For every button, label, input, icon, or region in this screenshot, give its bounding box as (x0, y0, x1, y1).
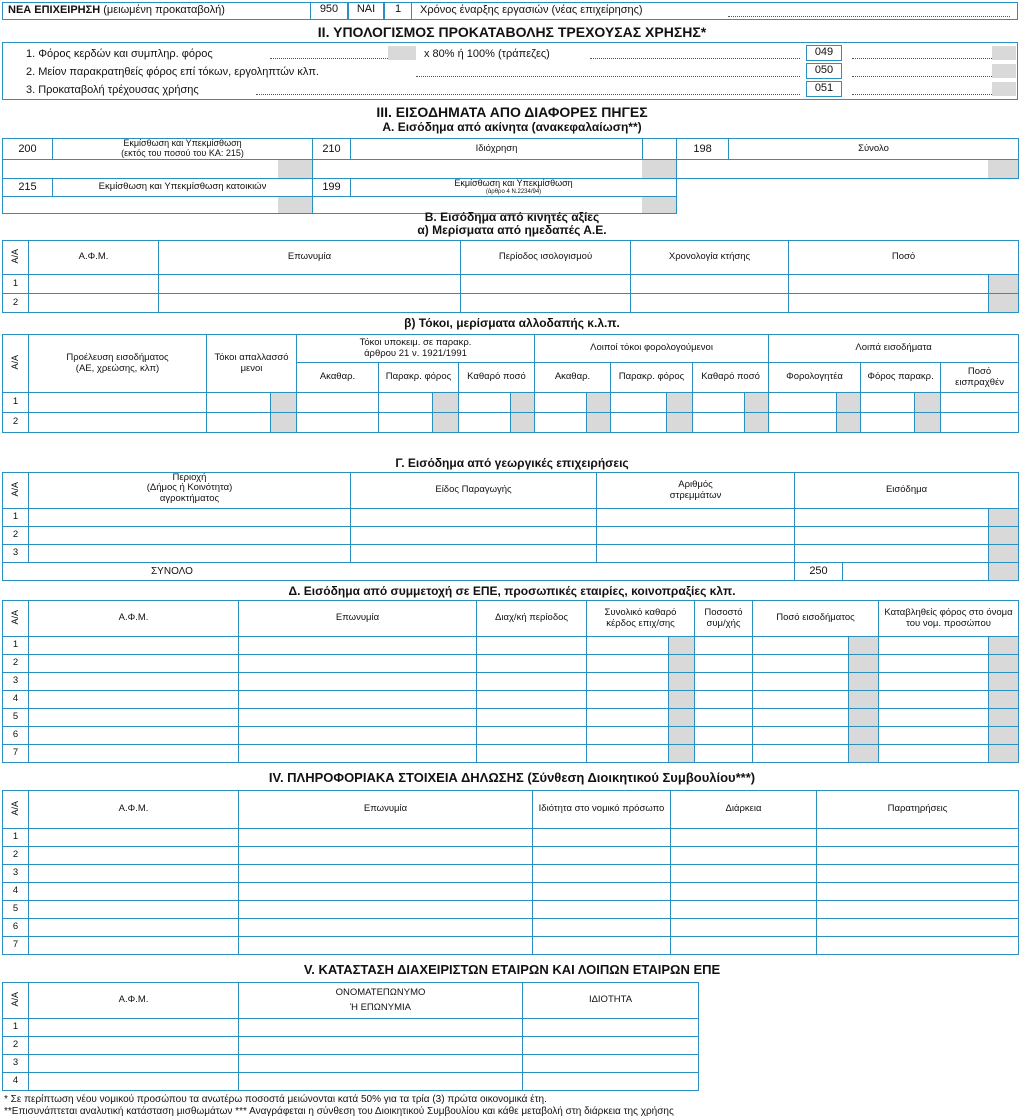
table-row: 2 (3, 527, 1019, 545)
other-taxed-header: Λοιποί τόκοι φορολογούμενοι (535, 335, 769, 363)
pct-header: Ποσοστό συμ/χής (695, 601, 753, 637)
code-049: 049 (806, 45, 842, 61)
rent-2234-label: Εκμίσθωση και Υπεκμίσθωση (άρθρο 4 Ν.2234/94) (351, 178, 677, 196)
section-3b-sub: α) Μερίσματα από ημεδαπές Α.Ε. (417, 223, 607, 237)
code-200: 200 (3, 139, 53, 160)
afm-header: Α.Φ.Μ. (29, 791, 239, 829)
foreign-interest-table: Α/Α Προέλευση εισοδήματος (ΑΕ, χρεώσης, κλπ) Τόκοι απαλλασσό μενοι Τόκοι υποκειμ. σε παρακρ. άρθρου 21 ν. 1921/1991 Λοιποί τόκοι φορολογούμενοι Λοιπά εισοδήματα Ακαθαρ. Παρακρ. φόρος Καθαρό ποσό Ακαθαρ. Παρακρ. φόρος Καθαρό ποσό Φορολογητέα Φόρος παρακρ. Ποσό εισπραχθέν 1 2 (2, 334, 1019, 433)
table-row: 5 (3, 901, 1019, 919)
section-3bb-title: β) Τόκοι, μερίσματα αλλοδαπής κ.λ.π. (404, 316, 620, 330)
row1-amount-field[interactable] (852, 50, 992, 59)
afm-header: Α.Φ.Μ. (29, 241, 159, 275)
table-row: 5 (3, 709, 1019, 727)
table-row: 1 (3, 275, 1019, 294)
row2-label: 2. Μείον παρακρατηθείς φόρος επί τόκων, εργοληπτών κλπ. (26, 66, 319, 78)
row1-dots (590, 50, 800, 59)
area-header: Περιοχή (Δήμος ή Κοινότητα) αγροκτήματος (29, 473, 351, 509)
total-row (3, 563, 1019, 581)
yes-checkbox[interactable]: 1 (384, 2, 412, 20)
table-row: 7 (3, 937, 1019, 955)
row3-amount-grey (992, 82, 1016, 96)
agricultural-table: Α/Α Περιοχή (Δήμος ή Κοινότητα) αγροκτήματος Είδος Παραγωγής Αριθμός στρεμμάτων Εισόδημα 1 2 3 ΣΥΝΟΛΟ 250 (2, 472, 1019, 581)
table-row: 3 (3, 673, 1019, 691)
section-2-title: ΙΙ. ΥΠΟΛΟΓΙΣΜΟΣ ΠΡΟΚΑΤΑΒΟΛΗΣ ΤΡΕΧΟΥΣΑΣ ΧΡΗΣΗΣ* (317, 24, 707, 40)
row1-grey-cell (388, 46, 416, 60)
footnote-1: * Σε περίπτωση νέου νομικού προσώπου τα ανωτέρω ποσοστά μειώνονται κατά 50% για τα τρία (3) πρώτα οικονομικά έτη. (4, 1094, 547, 1105)
section-3d-title: Δ. Εισόδημα από συμμετοχή σε ΕΠΕ, προσωπικές εταιρίες, κοινοπραξίες κλπ. (288, 584, 736, 598)
table-row: 2 (3, 294, 1019, 313)
table-row: 1 (3, 393, 1019, 413)
table-row: 2 (3, 847, 1019, 865)
income-header: Εισόδημα (795, 473, 1019, 509)
table-row: 1 (3, 509, 1019, 527)
row1-amount-grey (992, 46, 1016, 60)
section-3b-title: Β. Εισόδημα από κινητές αξίες (424, 210, 600, 224)
capacity-header: ΙΔΙΟΤΗΤΑ (523, 983, 699, 1019)
table-row: 3 (3, 1055, 699, 1073)
code-051: 051 (806, 81, 842, 97)
total-label: ΣΥΝΟΛΟ (3, 563, 795, 581)
table-row: 4 (3, 1073, 699, 1091)
acres-header: Αριθμός στρεμμάτων (597, 473, 795, 509)
period-header: Περίοδος ισολογισμού (461, 241, 631, 275)
section-5-title: V. ΚΑΤΑΣΤΑΣΗ ΔΙΑΧΕΙΡΙΣΤΩΝ ΕΤΑΙΡΩΝ ΚΑΙ ΛΟΙΠΩΝ ΕΤΑΙΡΩΝ ΕΠΕ (303, 962, 721, 977)
residential-rent-label: Εκμίσθωση και Υπεκμίσθωση κατοικιών (53, 178, 313, 196)
code-050: 050 (806, 63, 842, 79)
code-950: 950 (310, 2, 348, 20)
dividends-table (2, 240, 1019, 313)
row2-amount-field[interactable] (852, 68, 992, 77)
row3-label: 3. Προκαταβολή τρέχουσας χρήσης (26, 84, 199, 96)
period-header: Διαχ/κή περίοδος (477, 601, 587, 637)
income-header: Ποσό εισοδήματος (753, 601, 879, 637)
row1-label: 1. Φόρος κερδών και συμπληρ. φόρος (26, 48, 213, 60)
table-row: 1 (3, 637, 1019, 655)
origin-header: Προέλευση εισοδήματος (ΑΕ, χρεώσης, κλπ) (29, 335, 207, 393)
table-row: 2 (3, 655, 1019, 673)
section-4-title: IV. ΠΛΗΡΟΦΟΡΙΑΚΑ ΣΤΟΙΧΕΙΑ ΔΗΛΩΣΗΣ (Σύνθεση Διοικητικού Συμβουλίου***) (268, 770, 756, 785)
amount-header: Ποσό (789, 241, 1019, 275)
total-value[interactable] (677, 159, 1019, 178)
own-use-value[interactable] (313, 159, 677, 178)
yes-label: ΝΑΙ (348, 2, 384, 20)
remarks-header: Παρατηρήσεις (817, 791, 1019, 829)
partnership-table: Α/Α Α.Φ.Μ. Επωνυμία Διαχ/κή περίοδος Συνολικό καθαρό κέρδος επιχ/σης Ποσοστό συμ/χής Ποσό εισοδήματος Καταβληθείς φόρος στο όνομα του νομ. προσώπου 1 2 3 4 5 6 7 (2, 600, 1019, 763)
row3-dots (256, 86, 800, 95)
total-label: Σύνολο (729, 139, 1019, 160)
row2-dots (416, 68, 800, 77)
section-3-title: ΙΙΙ. ΕΙΣΟΔΗΜΑΤΑ ΑΠΟ ΔΙΑΦΟΡΕΣ ΠΗΓΕΣ (376, 104, 648, 120)
art21-header: Τόκοι υποκειμ. σε παρακρ. άρθρου 21 ν. 1921/1991 (297, 335, 535, 363)
table-row: 4 (3, 883, 1019, 901)
capacity-header: Ιδιότητα στο νομικό πρόσωπο (533, 791, 671, 829)
code-210: 210 (313, 139, 351, 160)
row3-amount-field[interactable] (852, 86, 992, 95)
managers-table: Α/Α Α.Φ.Μ. ΟΝΟΜΑΤΕΠΩΝΥΜΟ Ή ΕΠΩΝΥΜΙΑ ΙΔΙΟΤΗΤΑ 1 2 3 4 (2, 982, 699, 1091)
start-year-field[interactable] (728, 6, 1010, 17)
table-row: 1 (3, 1019, 699, 1037)
table-row: 6 (3, 919, 1019, 937)
afm-header: Α.Φ.Μ. (29, 601, 239, 637)
row1-multiplier: x 80% ή 100% (τράπεζες) (424, 48, 550, 60)
real-estate-table (2, 138, 1019, 214)
profit-header: Συνολικό καθαρό κέρδος επιχ/σης (587, 601, 695, 637)
footnote-2: **Επισυνάπτεται αναλυτική κατάσταση μισθωμάτων *** Αναγράφεται η σύνθεση του Διοικητικού Συμβουλίου και κάθε μεταβολή στη διάρκεια της χρήσης (4, 1106, 674, 1117)
other-income-header: Λοιπά εισοδήματα (769, 335, 1019, 363)
aa-header: Α/Α (9, 248, 20, 264)
own-use-label: Ιδιόχρηση (351, 139, 643, 160)
table-row: 4 (3, 691, 1019, 709)
code-250: 250 (795, 563, 843, 581)
table-row: 7 (3, 745, 1019, 763)
table-row: 2 (3, 1037, 699, 1055)
name-header: Επωνυμία (239, 791, 533, 829)
section-3a-title: Α. Εισόδημα από ακίνητα (ανακεφαλαίωση**) (382, 120, 642, 134)
afm-header: Α.Φ.Μ. (29, 983, 239, 1019)
row1-field[interactable] (270, 50, 388, 59)
name-header: Επωνυμία (239, 601, 477, 637)
table-row: 2 (3, 413, 1019, 433)
code-198: 198 (677, 139, 729, 160)
rent-label: Εκμίσθωση και Υπεκμίσθωση (εκτός του ποσού του ΚΑ: 215) (53, 139, 313, 160)
acquisition-year-header: Χρονολογία κτήσης (631, 241, 789, 275)
exempt-header: Τόκοι απαλλασσό μενοι (207, 335, 297, 393)
duration-header: Διάρκεια (671, 791, 817, 829)
table-row: 1 (3, 829, 1019, 847)
row2-amount-grey (992, 64, 1016, 78)
rent-value[interactable] (3, 159, 313, 178)
tax-paid-header: Καταβληθείς φόρος στο όνομα του νομ. προσώπου (879, 601, 1019, 637)
section-3g-title: Γ. Εισόδημα από γεωργικές επιχειρήσεις (395, 456, 629, 470)
table-row: 6 (3, 727, 1019, 745)
production-type-header: Είδος Παραγωγής (351, 473, 597, 509)
new-business-label: ΝΕΑ ΕΠΙΧΕΙΡΗΣΗ (μειωμένη προκαταβολή) (8, 4, 225, 16)
code-215: 215 (3, 178, 53, 196)
start-year-label: Χρόνος έναρξης εργασιών (νέας επιχείρησης) (420, 4, 643, 16)
board-table: Α/Α Α.Φ.Μ. Επωνυμία Ιδιότητα στο νομικό πρόσωπο Διάρκεια Παρατηρήσεις 1 2 3 4 5 6 7 (2, 790, 1019, 955)
table-row: 3 (3, 865, 1019, 883)
code-199: 199 (313, 178, 351, 196)
name-header: Επωνυμία (159, 241, 461, 275)
total-income-value[interactable] (843, 563, 989, 581)
fullname-header: ΟΝΟΜΑΤΕΠΩΝΥΜΟ Ή ΕΠΩΝΥΜΙΑ (239, 983, 523, 1019)
table-row: 3 (3, 545, 1019, 563)
